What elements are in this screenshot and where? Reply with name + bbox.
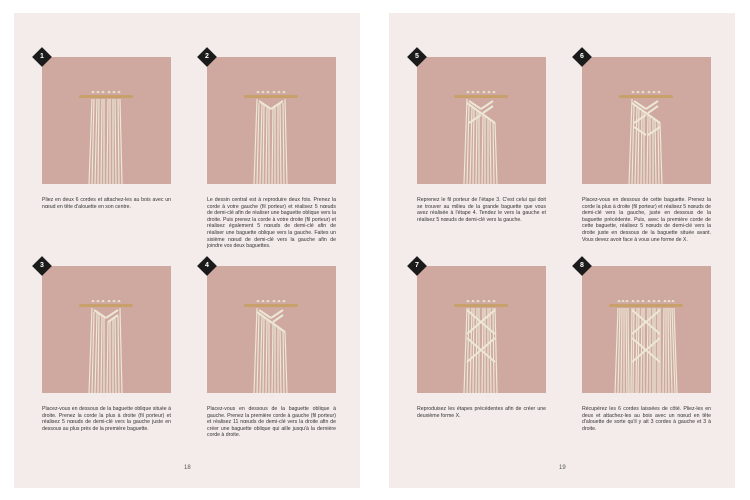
step-text: Placez-vous en dessous de cette baguette. Prenez la corde la plus à droite (fil porteur) et réalisez 5 nœuds de demi-clé vers la gauche, juste en dessous de la baguette précédente. Puis, avec la première corde de cette baguette, réalisez 5 nœuds de demi-clé vers la droite juste en dessous de la baguette située avant. Vous devez avoir face à vous une forme de X. — [582, 197, 711, 243]
step-text: Le dessin central est à reproduire deux fois. Prenez la corde à votre gauche (fil porteur) et réalisez 5 nœuds de demi-clé afin de réaliser une baguette oblique vers la droite. Puis prenez la corde à votre droite (fil porteur) et réalisez également 5 nœuds de demi-clé afin de réaliser une baguette oblique vers la gauche. Faites un sixième nœud de demi-clé vers la gauche afin de joindre vos deux baguettes. — [207, 197, 336, 250]
step-photo — [582, 266, 711, 393]
step-number-badge — [197, 47, 217, 67]
step-text: Récupérez les 6 cordes laissées de côté. Pliez-les en deux et attachez-les au bois avec un nœud en tête d'alouette de sorte qu'il y ait 3 cordes à gauche et 3 à droite. — [582, 406, 711, 432]
step-number-badge — [572, 47, 592, 67]
step-text: Placez-vous en dessous de la baguette oblique située à droite. Prenez la corde la plus à droite (fil porteur) et réalisez 5 nœuds de demi-clé vers la gauche juste en dessous au plus près de la première baguette. — [42, 406, 171, 432]
step-photo — [42, 266, 171, 393]
step-number-badge — [32, 256, 52, 276]
page-number: 18 — [184, 465, 191, 471]
step-number-badge — [572, 256, 592, 276]
macrame-illustration — [582, 57, 711, 184]
step-photo — [417, 266, 546, 393]
step-number-badge — [407, 47, 427, 67]
step-number: 6 — [580, 53, 584, 60]
step-photo — [207, 57, 336, 184]
step-text: Reprenez le fil porteur de l'étape 3. C'est celui qui doit se trouver au milieu de la grande baguette que vous avez réalisée à l'étape 4. Tendez le vers la gauche et réalisez 5 nœuds de demi-clé vers la gauche. — [417, 197, 546, 223]
step-text: Placez-vous en dessous de la baguette oblique à gauche. Prenez la première corde à gauche (fil porteur) et réalisez 11 nœuds de demi-clé vers la droite afin de créer une baguette oblique qui aille jusqu'à la dernière corde à droite. — [207, 406, 336, 439]
step-number: 2 — [205, 53, 209, 60]
macrame-illustration — [207, 57, 336, 184]
step-text: Pliez en deux 6 cordes et attachez-les au bois avec un nœud en tête d'alouette en son centre. — [42, 197, 171, 210]
right-page — [389, 13, 735, 488]
macrame-illustration — [42, 266, 171, 393]
step-number: 1 — [40, 53, 44, 60]
step-number-badge — [407, 256, 427, 276]
step-number: 4 — [205, 262, 209, 269]
macrame-illustration — [417, 57, 546, 184]
step-photo — [207, 266, 336, 393]
step-number: 3 — [40, 262, 44, 269]
step-number: 5 — [415, 53, 419, 60]
macrame-illustration — [207, 266, 336, 393]
step-text: Reproduisez les étapes précédentes afin de créer une deuxième forme X. — [417, 406, 546, 419]
step-number-badge — [197, 256, 217, 276]
left-page — [14, 13, 360, 488]
step-photo — [42, 57, 171, 184]
macrame-illustration — [42, 57, 171, 184]
step-number: 7 — [415, 262, 419, 269]
step-photo — [417, 57, 546, 184]
macrame-illustration — [417, 266, 546, 393]
page-number: 19 — [559, 465, 566, 471]
step-photo — [582, 57, 711, 184]
step-number: 8 — [580, 262, 584, 269]
step-number-badge — [32, 47, 52, 67]
macrame-illustration — [582, 266, 711, 393]
